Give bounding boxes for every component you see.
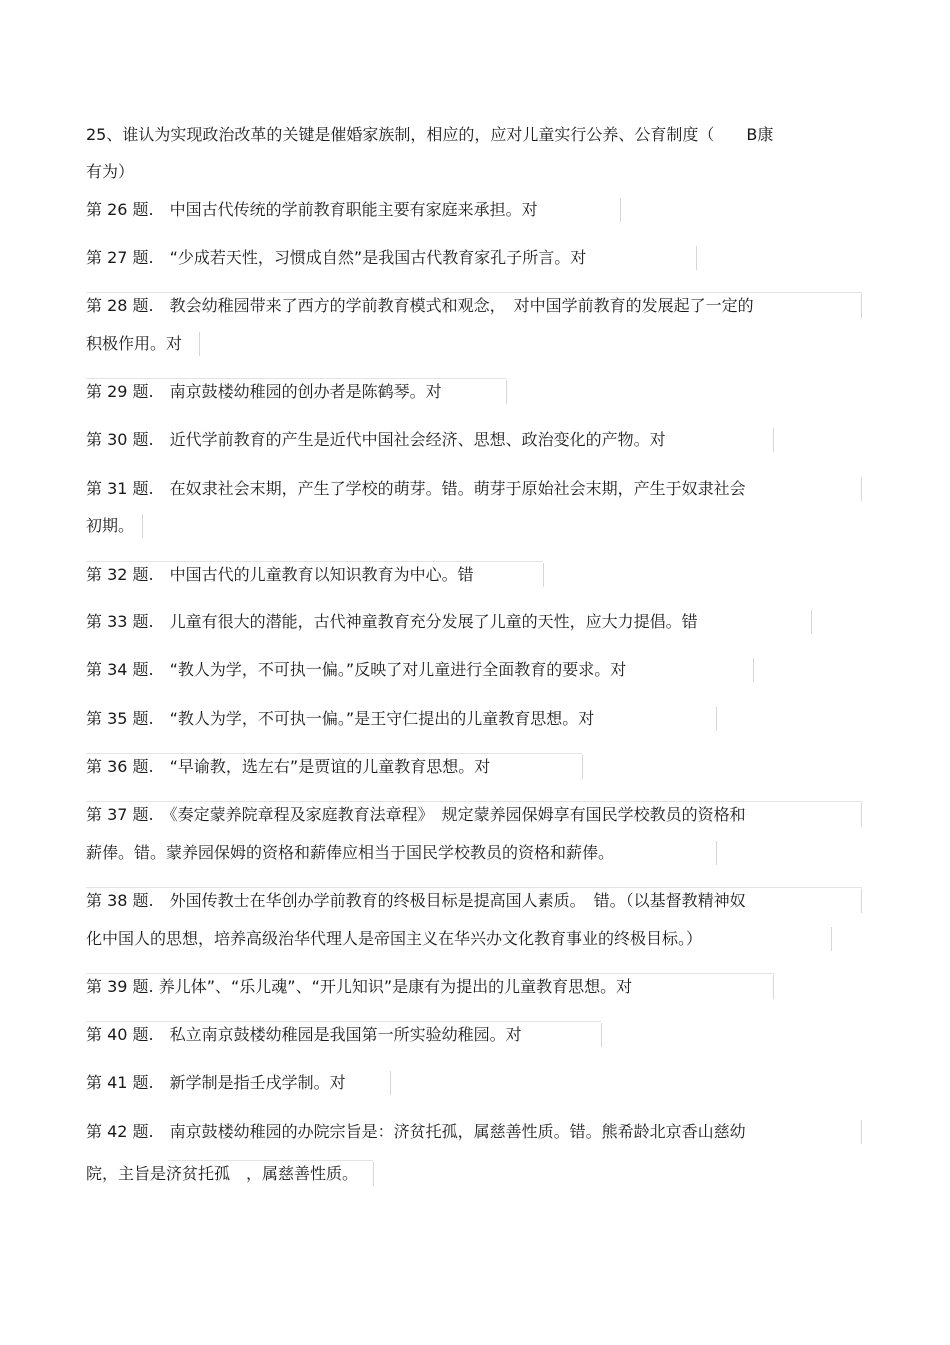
- question-28-line-1: 第 28 题. 教会幼稚园带来了西方的学前教育模式和观念， 对中国学前教育的发展起了一定的: [86, 296, 754, 315]
- question-28-line-2: 积极作用。对: [86, 334, 183, 353]
- question-37-line-1: 第 37 题. 《奏定蒙养院章程及家庭教育法章程》 规定蒙养园保姆享有国民学校教员的资格和: [86, 805, 746, 824]
- cell-border: [506, 380, 507, 404]
- cell-border: [582, 755, 583, 779]
- question-32: 第 32 题. 中国古代的儿童教育以知识教育为中心。错: [86, 565, 474, 584]
- row-divider: [86, 973, 774, 974]
- question-38-line-1: 第 38 题. 外国传教士在华创办学前教育的终极目标是提高国人素质。 错。（以基督教精神奴: [86, 891, 746, 910]
- cell-border: [861, 889, 862, 913]
- cell-border: [543, 563, 544, 587]
- question-36: 第 36 题. “早谕教，选左右”是贾谊的儿童教育思想。对: [86, 757, 491, 776]
- question-42-line-2: 院，主旨是济贫托孤 ，属慈善性质。: [86, 1164, 359, 1183]
- question-33: 第 33 题. 儿童有很大的潜能，古代神童教育充分发展了儿童的天性，应大力提倡。错: [86, 612, 698, 631]
- cell-border: [861, 477, 862, 501]
- question-25-line-2: 有为）: [86, 162, 135, 181]
- cell-border: [142, 514, 143, 538]
- question-30: 第 30 题. 近代学前教育的产生是近代中国社会经济、思想、政治变化的产物。对: [86, 430, 666, 449]
- cell-border: [716, 841, 717, 865]
- question-25-line-1: 25、谁认为实现政治改革的关键是催婚家族制，相应的，应对儿童实行公养、公育制度（ B康: [86, 125, 774, 144]
- cell-border: [861, 1120, 862, 1144]
- cell-border: [601, 1023, 602, 1047]
- row-divider: [86, 1021, 601, 1022]
- question-37-line-2: 薪俸。错。蒙养园保姆的资格和薪俸应相当于国民学校教员的资格和薪俸。: [86, 843, 615, 862]
- question-39: 第 39 题. 养儿体”、“乐儿魂”、“开儿知识”是康有为提出的儿童教育思想。对: [86, 977, 633, 996]
- cell-border: [390, 1071, 391, 1095]
- question-42-line-1: 第 42 题. 南京鼓楼幼稚园的办院宗旨是：济贫托孤，属慈善性质。错。熊希龄北京香山慈幼: [86, 1122, 746, 1141]
- row-divider: [86, 753, 582, 754]
- row-divider: [86, 378, 506, 379]
- cell-border: [861, 803, 862, 827]
- cell-border: [753, 658, 754, 682]
- cell-border: [831, 927, 832, 951]
- cell-border: [373, 1162, 374, 1186]
- cell-border: [716, 707, 717, 731]
- question-40: 第 40 题. 私立南京鼓楼幼稚园是我国第一所实验幼稚园。对: [86, 1025, 522, 1044]
- row-divider: [168, 1160, 373, 1161]
- cell-border: [620, 198, 621, 222]
- question-31-line-1: 第 31 题. 在奴隶社会末期，产生了学校的萌芽。错。萌芽于原始社会末期，产生于奴隶社会: [86, 479, 746, 498]
- cell-border: [696, 246, 697, 270]
- question-31-line-2: 初期。: [86, 516, 135, 535]
- row-divider: [86, 801, 862, 802]
- cell-border: [811, 610, 812, 634]
- question-38-line-2: 化中国人的思想，培养高级治华代理人是帝国主义在华兴办文化教育事业的终极目标。）: [86, 929, 703, 948]
- question-34: 第 34 题. “教人为学，不可执一偏。”反映了对儿童进行全面教育的要求。对: [86, 660, 627, 679]
- cell-border: [773, 975, 774, 999]
- question-35: 第 35 题. “教人为学，不可执一偏。”是王守仁提出的儿童教育思想。对: [86, 709, 595, 728]
- question-41: 第 41 题. 新学制是指壬戌学制。对: [86, 1073, 346, 1092]
- row-divider: [86, 292, 862, 293]
- question-29: 第 29 题. 南京鼓楼幼稚园的创办者是陈鹤琴。对: [86, 382, 442, 401]
- question-26: 第 26 题. 中国古代传统的学前教育职能主要有家庭来承担。对: [86, 200, 538, 219]
- row-divider: [86, 887, 862, 888]
- cell-border: [199, 332, 200, 356]
- cell-border: [773, 428, 774, 452]
- cell-border: [861, 294, 862, 318]
- question-27: 第 27 题. “少成若天性，习惯成自然”是我国古代教育家孔子所言。对: [86, 248, 587, 267]
- row-divider: [86, 561, 543, 562]
